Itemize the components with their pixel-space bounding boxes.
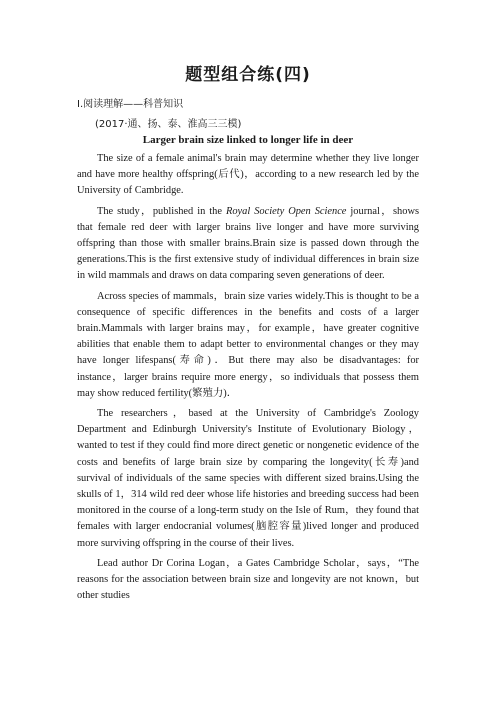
paragraph-2-rest: journal，shows that female red deer with larger brains live longer and have more surviving offspring than those with smaller brains.Brain size is passed down through the generations.This is the first extensive study of individual differences in brain size in wild mammals and draws on data comparing seven generations of deer. [77, 205, 419, 282]
article-body [77, 151, 419, 608]
article-title: Larger brain size linked to longer life in deer [142, 134, 354, 146]
page-title: 题型组合练(四) [185, 65, 311, 85]
paragraph-3: Across species of mammals，brain size varies widely.This is thought to be a consequence of specific differences in the benefits and costs of a larger brain.Mammals with larger brains may，for example，have greater cognitive abilities that enable them to adapt better to environmental changes or they may have longer lifespans(寿命)．But there may also be disadvantages: for instance，larger brains require more energy，so individuals that possess them may show reduced fertility(繁殖力)． [77, 290, 419, 399]
paragraph-1: The size of a female animal's brain may determine whether they live longer and have more healthy offspring(后代)，according to a new research led by the University of Cambridge. [77, 153, 419, 197]
section-heading: Ⅰ.阅读理解——科普知识 [77, 99, 184, 110]
paragraph-2-start: The study，published in the [97, 205, 226, 217]
journal-name: Royal Society Open Science [225, 205, 347, 217]
paragraph-2 [77, 204, 419, 285]
paragraph-4: The researchers，based at the University of Cambridge's Zoology Department and Edinburgh University's Institute of Evolutionary Biology，wanted to test if they could find more direct genetic or nongenetic evidence of the costs and benefits of large brain size by comparing the longevity(长寿)and survival of individuals of the same species with different sized brains.Using the skulls of 1，314 wild red deer whose life histories and breeding success had been monitored in the course of a long-term study on the Isle of Rum，they found that females with larger endocranial volumes(脑腔容量)lived longer and produced more surviving offspring in the course of their lives. [77, 408, 419, 549]
source-note: (2017·通、扬、泰、淮高三三模) [95, 119, 242, 130]
paragraph-5: Lead author Dr Corina Logan，a Gates Cambridge Scholar，says，“The reasons for the association between brain size and longevity are not known，but other studies [77, 557, 419, 602]
